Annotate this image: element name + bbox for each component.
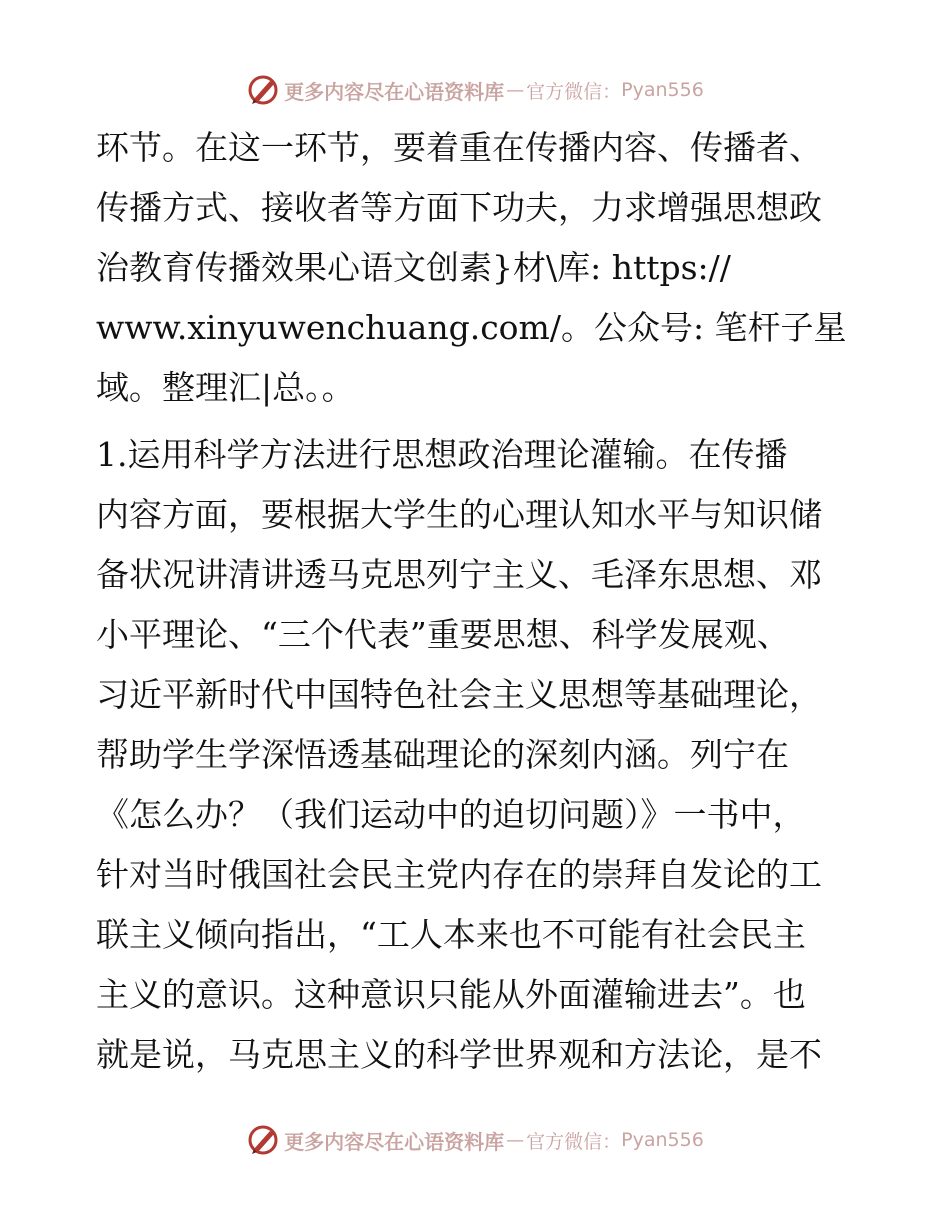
text-line: 1.运用科学方法进行思想政治理论灌输。在传播 — [96, 435, 788, 474]
header-wechat-label: 官方微信： — [526, 80, 622, 103]
header-brand-text: 更多内容尽在心语资料库 — [284, 79, 505, 104]
text-line: 主义的意识。这种意识只能从外面灌输进去”。也 — [96, 975, 806, 1014]
text-line: 传播方式、接收者等方面下功夫，力求增强思想政 — [96, 188, 822, 227]
text-line: 环节。在这一环节，要着重在传播内容、传播者、 — [96, 128, 822, 167]
text-line: 习近平新时代中国特色社会主义思想等基础理论， — [96, 675, 822, 714]
text-line: 针对当时俄国社会民主党内存在的崇拜自发论的工 — [96, 855, 822, 894]
text-line: 备状况讲清讲透马克思列宁主义、毛泽东思想、邓 — [96, 555, 822, 594]
text-line: 就是说，马克思主义的科学世界观和方法论，是不 — [96, 1035, 822, 1074]
pen-logo-icon — [246, 1123, 280, 1157]
footer-dash: — — [506, 1129, 525, 1151]
pen-logo-icon — [246, 73, 280, 107]
text-line: 《怎么办？（我们运动中的迫切问题）》一书中， — [96, 795, 806, 834]
text-line: 联主义倾向指出，“工人本来也不可能有社会民主 — [96, 915, 806, 954]
header-wechat-id: Pyan556 — [621, 79, 704, 101]
text-line: 帮助学生学深悟透基础理论的深刻内涵。列宁在 — [96, 735, 789, 774]
footer-wechat-id: Pyan556 — [621, 1129, 704, 1151]
footer-wechat-label: 官方微信： — [526, 1130, 622, 1153]
header-dash: — — [506, 79, 525, 101]
text-line: 域。整理汇|总。。 — [96, 368, 355, 407]
text-line: 治教育传播效果心语文创素}材\库: https:// — [96, 248, 731, 287]
paragraph-1 — [96, 118, 856, 418]
header-watermark — [0, 70, 950, 110]
footer-brand-text: 更多内容尽在心语资料库 — [284, 1129, 505, 1154]
paragraph-2 — [96, 425, 856, 1085]
text-line: www.xinyuwenchuang.com/。公众号: 笔杆子星 — [96, 308, 847, 347]
text-line: 小平理论、“三个代表”重要思想、科学发展观、 — [96, 615, 790, 654]
footer-watermark — [0, 1120, 950, 1160]
text-line: 内容方面，要根据大学生的心理认知水平与知识储 — [96, 495, 822, 534]
